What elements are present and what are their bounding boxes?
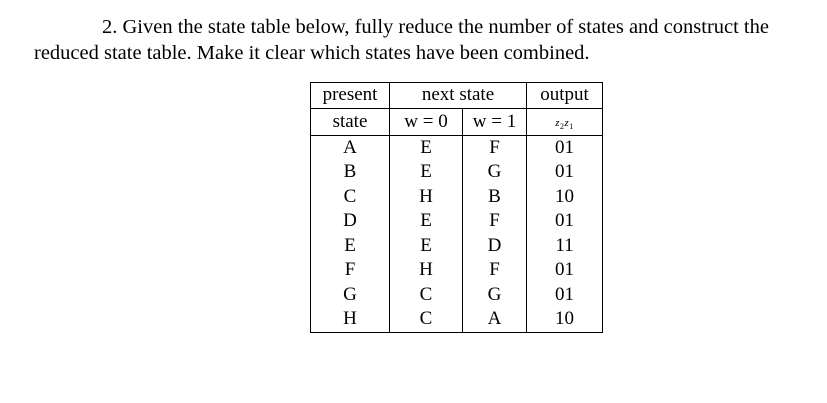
present-state-cell: H <box>311 307 390 332</box>
next-state-w1-cell: G <box>463 283 527 308</box>
present-state-cell: E <box>311 234 390 259</box>
output-cell: 01 <box>527 258 603 283</box>
present-state-cell: B <box>311 160 390 185</box>
state-table <box>310 82 603 333</box>
table-row <box>311 160 603 185</box>
next-state-w0-cell: H <box>390 185 463 210</box>
header-next-state: next state <box>390 83 527 109</box>
next-state-w0-cell: E <box>390 209 463 234</box>
next-state-w0-cell: E <box>390 135 463 160</box>
header-row-2 <box>311 108 603 135</box>
table-row <box>311 234 603 259</box>
next-state-w1-cell: A <box>463 307 527 332</box>
header-w0: w = 0 <box>390 108 463 135</box>
next-state-w1-cell: G <box>463 160 527 185</box>
table-body <box>311 135 603 332</box>
next-state-w0-cell: E <box>390 234 463 259</box>
header-state: state <box>311 108 390 135</box>
present-state-cell: A <box>311 135 390 160</box>
output-cell: 10 <box>527 307 603 332</box>
next-state-w1-cell: F <box>463 135 527 160</box>
next-state-w0-cell: C <box>390 283 463 308</box>
next-state-w1-cell: F <box>463 258 527 283</box>
output-bit-labels: $z_2z_1$ <box>555 116 574 131</box>
table-row <box>311 307 603 332</box>
next-state-w1-cell: D <box>463 234 527 259</box>
header-output: output <box>527 83 603 109</box>
table-row <box>311 209 603 234</box>
present-state-cell: D <box>311 209 390 234</box>
problem-line-2: reduced state table. Make it clear which states have been combined. <box>34 42 590 64</box>
output-cell: 01 <box>527 160 603 185</box>
output-cell: 11 <box>527 234 603 259</box>
header-present: present <box>311 83 390 109</box>
table-row <box>311 283 603 308</box>
present-state-cell: C <box>311 185 390 210</box>
output-cell: 01 <box>527 135 603 160</box>
next-state-w1-cell: F <box>463 209 527 234</box>
problem-statement <box>34 14 824 66</box>
next-state-w0-cell: E <box>390 160 463 185</box>
table-row <box>311 258 603 283</box>
problem-line-1: 2. Given the state table below, fully reduce the number of states and construct the <box>102 16 769 38</box>
header-output-bits <box>527 108 603 135</box>
header-row-1 <box>311 83 603 109</box>
header-w1: w = 1 <box>463 108 527 135</box>
next-state-w0-cell: H <box>390 258 463 283</box>
present-state-cell: G <box>311 283 390 308</box>
table-row <box>311 185 603 210</box>
next-state-w0-cell: C <box>390 307 463 332</box>
next-state-w1-cell: B <box>463 185 527 210</box>
table-row <box>311 135 603 160</box>
output-cell: 01 <box>527 209 603 234</box>
output-cell: 10 <box>527 185 603 210</box>
present-state-cell: F <box>311 258 390 283</box>
output-cell: 01 <box>527 283 603 308</box>
